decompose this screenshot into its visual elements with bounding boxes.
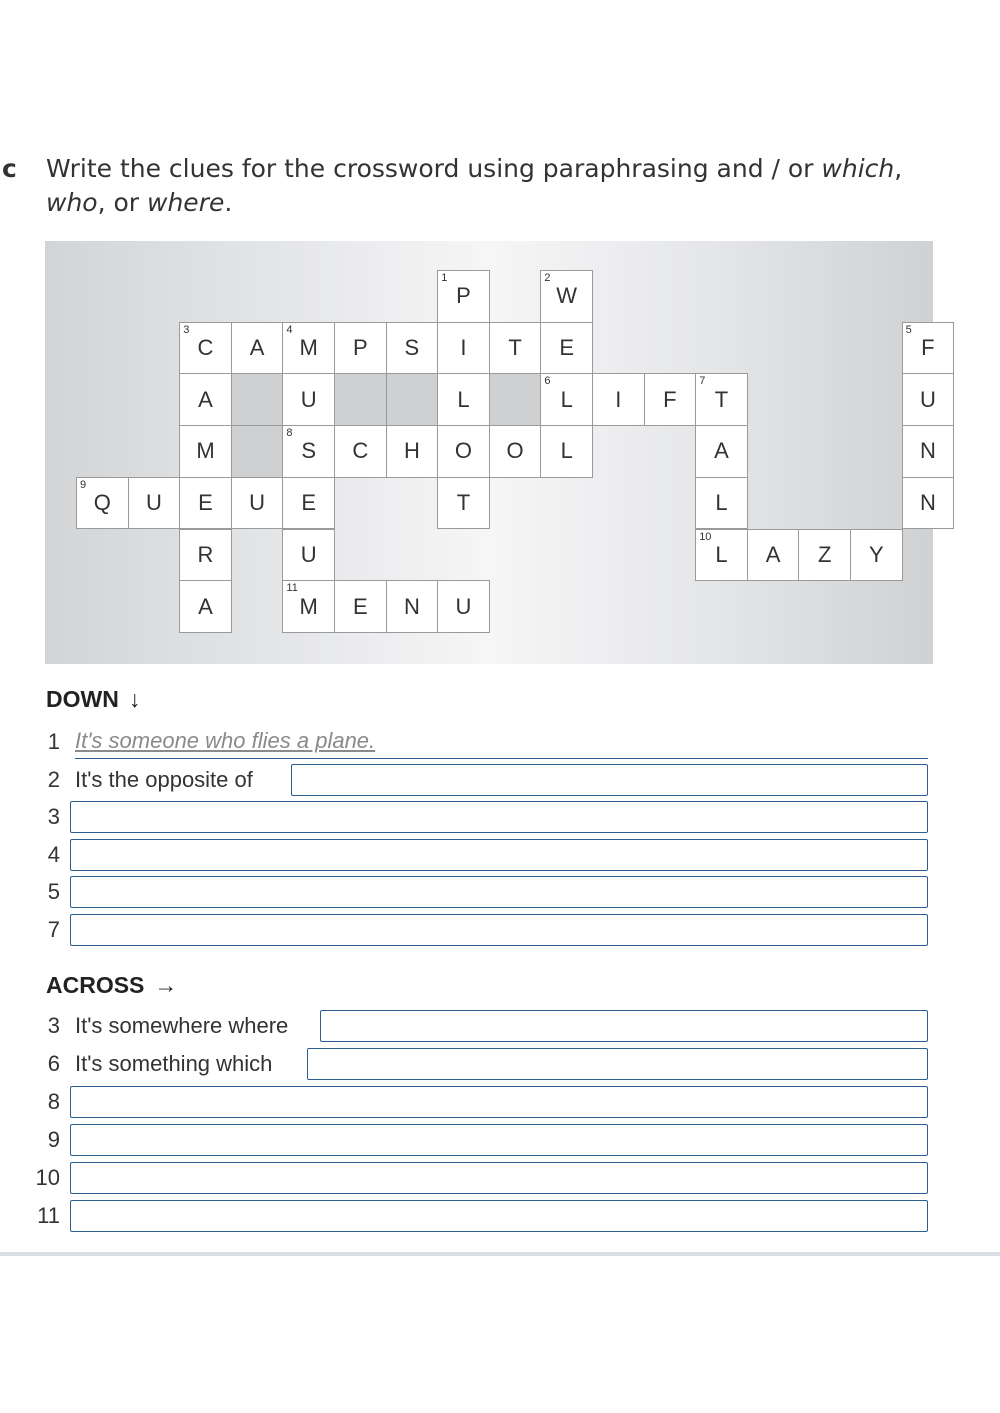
crossword-cell	[334, 425, 387, 478]
crossword-cell	[386, 580, 439, 633]
crossword-cell	[231, 322, 284, 375]
clue-prefix: It's something which	[75, 1051, 273, 1076]
down-clue-row	[0, 726, 1000, 758]
bottom-divider	[0, 1252, 1000, 1256]
cell-letter: C	[197, 335, 214, 361]
down-heading-label: DOWN	[46, 686, 119, 712]
down-heading	[46, 686, 140, 713]
crossword-cell	[695, 425, 748, 478]
crossword-shaded-cell	[231, 373, 284, 426]
cell-letter: L	[715, 490, 728, 516]
cell-letter: O	[506, 438, 524, 464]
down-arrow-icon: ↓	[128, 686, 141, 712]
across-answer-input-11[interactable]	[70, 1200, 928, 1232]
crossword-cell	[437, 270, 490, 323]
crossword-cell	[437, 322, 490, 375]
cell-letter: F	[921, 335, 935, 361]
crossword-cell	[386, 425, 439, 478]
crossword-cell	[437, 580, 490, 633]
cell-letter: O	[454, 438, 473, 464]
instruction-part: , or	[97, 188, 148, 217]
cell-letter: M	[196, 438, 215, 464]
crossword-cell	[334, 322, 387, 375]
across-answer-input-10[interactable]	[70, 1162, 928, 1194]
cell-letter: U	[300, 386, 317, 412]
crossword-cell	[437, 425, 490, 478]
cell-letter: S	[404, 335, 420, 361]
crossword-cell	[695, 477, 748, 530]
across-answer-input-3[interactable]	[320, 1010, 928, 1042]
crossword-cell	[282, 580, 335, 633]
cell-letter: E	[301, 490, 317, 516]
cell-letter: L	[560, 386, 573, 412]
crossword-cell	[334, 580, 387, 633]
crossword-cell	[231, 477, 284, 530]
cell-letter: P	[456, 283, 471, 309]
clue-number-label: 11	[37, 1203, 60, 1228]
crossword-cell	[644, 373, 697, 426]
crossword-cell	[902, 477, 955, 530]
clue-number: 10	[699, 530, 712, 543]
clue-number: 8	[286, 427, 293, 440]
instruction-part: Write the clues for the crossword using paraphrasing and / or	[46, 154, 822, 183]
cell-letter: T	[456, 490, 471, 516]
crossword-cell	[540, 270, 593, 323]
cell-letter: U	[919, 386, 936, 412]
across-clue-row	[0, 1162, 1000, 1194]
cell-letter: I	[615, 386, 622, 412]
cell-letter: H	[403, 438, 420, 464]
crossword-cell	[128, 477, 181, 530]
cell-letter: A	[198, 386, 213, 412]
crossword-cell	[540, 322, 593, 375]
instruction-part: ,	[894, 154, 903, 183]
cell-letter: T	[508, 335, 522, 361]
cell-letter: P	[352, 335, 368, 361]
crossword-cell	[695, 373, 748, 426]
cell-letter: U	[455, 593, 472, 619]
across-heading	[46, 972, 177, 999]
crossword-cell	[695, 529, 748, 582]
clue-number-label: 7	[47, 917, 60, 942]
cell-letter: U	[249, 490, 266, 516]
cell-letter: A	[714, 438, 729, 464]
clue-number: 6	[544, 375, 551, 388]
cell-letter: E	[198, 490, 213, 516]
clue-number: 7	[699, 375, 706, 388]
across-clue-row	[0, 1124, 1000, 1156]
down-answer-input-7[interactable]	[70, 914, 928, 946]
cell-letter: M	[299, 335, 318, 361]
crossword-shaded-cell	[386, 373, 439, 426]
across-answer-input-6[interactable]	[307, 1048, 928, 1080]
across-arrow-icon: →	[154, 972, 178, 998]
cell-letter: A	[249, 335, 265, 361]
cell-letter: U	[300, 541, 317, 567]
clue-number-label: 5	[47, 879, 60, 905]
crossword-shaded-cell	[334, 373, 387, 426]
cell-letter: S	[301, 438, 317, 464]
crossword-cell	[386, 322, 439, 375]
cell-letter: Q	[93, 490, 111, 516]
down-clue-row	[0, 876, 1000, 908]
clue-number-label: 4	[47, 841, 60, 867]
crossword-cell	[437, 477, 490, 530]
cell-letter: U	[145, 490, 162, 516]
crossword-cell	[179, 322, 232, 375]
across-heading-label: ACROSS	[46, 972, 145, 998]
cell-letter: W	[556, 283, 578, 309]
instruction-who: who	[46, 188, 98, 217]
clue-number-label: 3	[47, 1013, 60, 1038]
across-answer-input-8[interactable]	[70, 1086, 928, 1118]
crossword-cell	[179, 425, 232, 478]
clue-number: 1	[441, 272, 448, 284]
crossword-cell	[179, 373, 232, 426]
across-answer-input-9[interactable]	[70, 1124, 928, 1156]
down-clue-row	[0, 839, 1000, 871]
crossword-cell	[282, 425, 335, 478]
cell-letter: T	[714, 386, 729, 412]
clue-number: 2	[544, 272, 551, 284]
cell-letter: L	[457, 386, 470, 412]
across-clue-row	[0, 1086, 1000, 1118]
cell-letter: I	[460, 335, 467, 361]
crossword-cell	[282, 477, 335, 530]
instruction-part: .	[224, 188, 233, 217]
down-answer-input-3[interactable]	[70, 801, 928, 833]
cell-letter: A	[198, 593, 213, 619]
clue-number: 9	[80, 478, 87, 491]
crossword-cell	[798, 529, 851, 582]
cell-letter: N	[919, 490, 936, 516]
instruction-where: where	[147, 188, 225, 217]
cell-letter: C	[352, 438, 369, 464]
crossword-cell	[179, 580, 232, 633]
cell-letter: Y	[868, 541, 884, 567]
clue-number-label: 8	[47, 1089, 60, 1114]
clue-number: 11	[286, 582, 298, 595]
crossword-cell	[76, 477, 129, 530]
crossword-cell	[282, 322, 335, 375]
clue-number: 5	[905, 323, 912, 336]
clue-number-label: 9	[47, 1127, 60, 1152]
cell-letter: L	[715, 541, 728, 567]
crossword-shaded-cell	[489, 373, 542, 426]
example-answer	[75, 726, 928, 759]
across-clue-row	[0, 1010, 1000, 1042]
exercise-letter: c	[2, 154, 17, 183]
across-clue-row	[0, 1200, 1000, 1232]
instruction-which: which	[821, 154, 895, 183]
cell-letter: L	[560, 438, 573, 464]
crossword-cell	[437, 373, 490, 426]
clue-number-label: 6	[47, 1051, 60, 1076]
crossword-cell	[850, 529, 903, 582]
clue-number-label: 1	[47, 729, 60, 754]
crossword-cell	[179, 477, 232, 530]
down-answer-input-5[interactable]	[70, 876, 928, 908]
down-clue-row	[0, 801, 1000, 833]
cell-letter: E	[352, 593, 368, 619]
crossword-cell	[282, 529, 335, 582]
crossword-shaded-cell	[231, 425, 284, 478]
down-clue-row	[0, 914, 1000, 946]
example-answer-text: It's someone who flies a plane.	[75, 728, 376, 753]
crossword-cell	[540, 425, 593, 478]
down-answer-input-2[interactable]	[291, 764, 928, 796]
down-answer-input-4[interactable]	[70, 839, 928, 871]
cell-letter: M	[299, 593, 318, 619]
crossword-grid	[45, 241, 936, 664]
clue-number-label: 10	[35, 1165, 60, 1190]
crossword-cell	[902, 425, 955, 478]
clue-prefix: It's the opposite of	[75, 766, 253, 792]
cell-letter: Z	[817, 541, 832, 567]
clue-prefix: It's somewhere where	[75, 1013, 289, 1038]
cell-letter: F	[663, 386, 677, 412]
crossword-cell	[179, 529, 232, 582]
cell-letter: E	[559, 335, 575, 361]
cell-letter: N	[919, 438, 936, 464]
crossword-cell	[747, 529, 800, 582]
down-clue-row	[0, 764, 1000, 796]
crossword-cell	[902, 373, 955, 426]
crossword-cell	[282, 373, 335, 426]
clue-number-label: 2	[47, 766, 60, 792]
cell-letter: R	[197, 541, 214, 567]
crossword-cell	[902, 322, 955, 375]
cell-letter: A	[765, 541, 781, 567]
clue-number-label: 3	[47, 804, 60, 830]
instruction-text	[46, 152, 946, 220]
cell-letter: N	[403, 593, 420, 619]
crossword-cell	[489, 322, 542, 375]
crossword-cell	[592, 373, 645, 426]
clue-number: 4	[286, 323, 293, 336]
across-clue-row	[0, 1048, 1000, 1080]
clue-number: 3	[183, 323, 190, 336]
crossword-cell	[489, 425, 542, 478]
crossword-cell	[540, 373, 593, 426]
